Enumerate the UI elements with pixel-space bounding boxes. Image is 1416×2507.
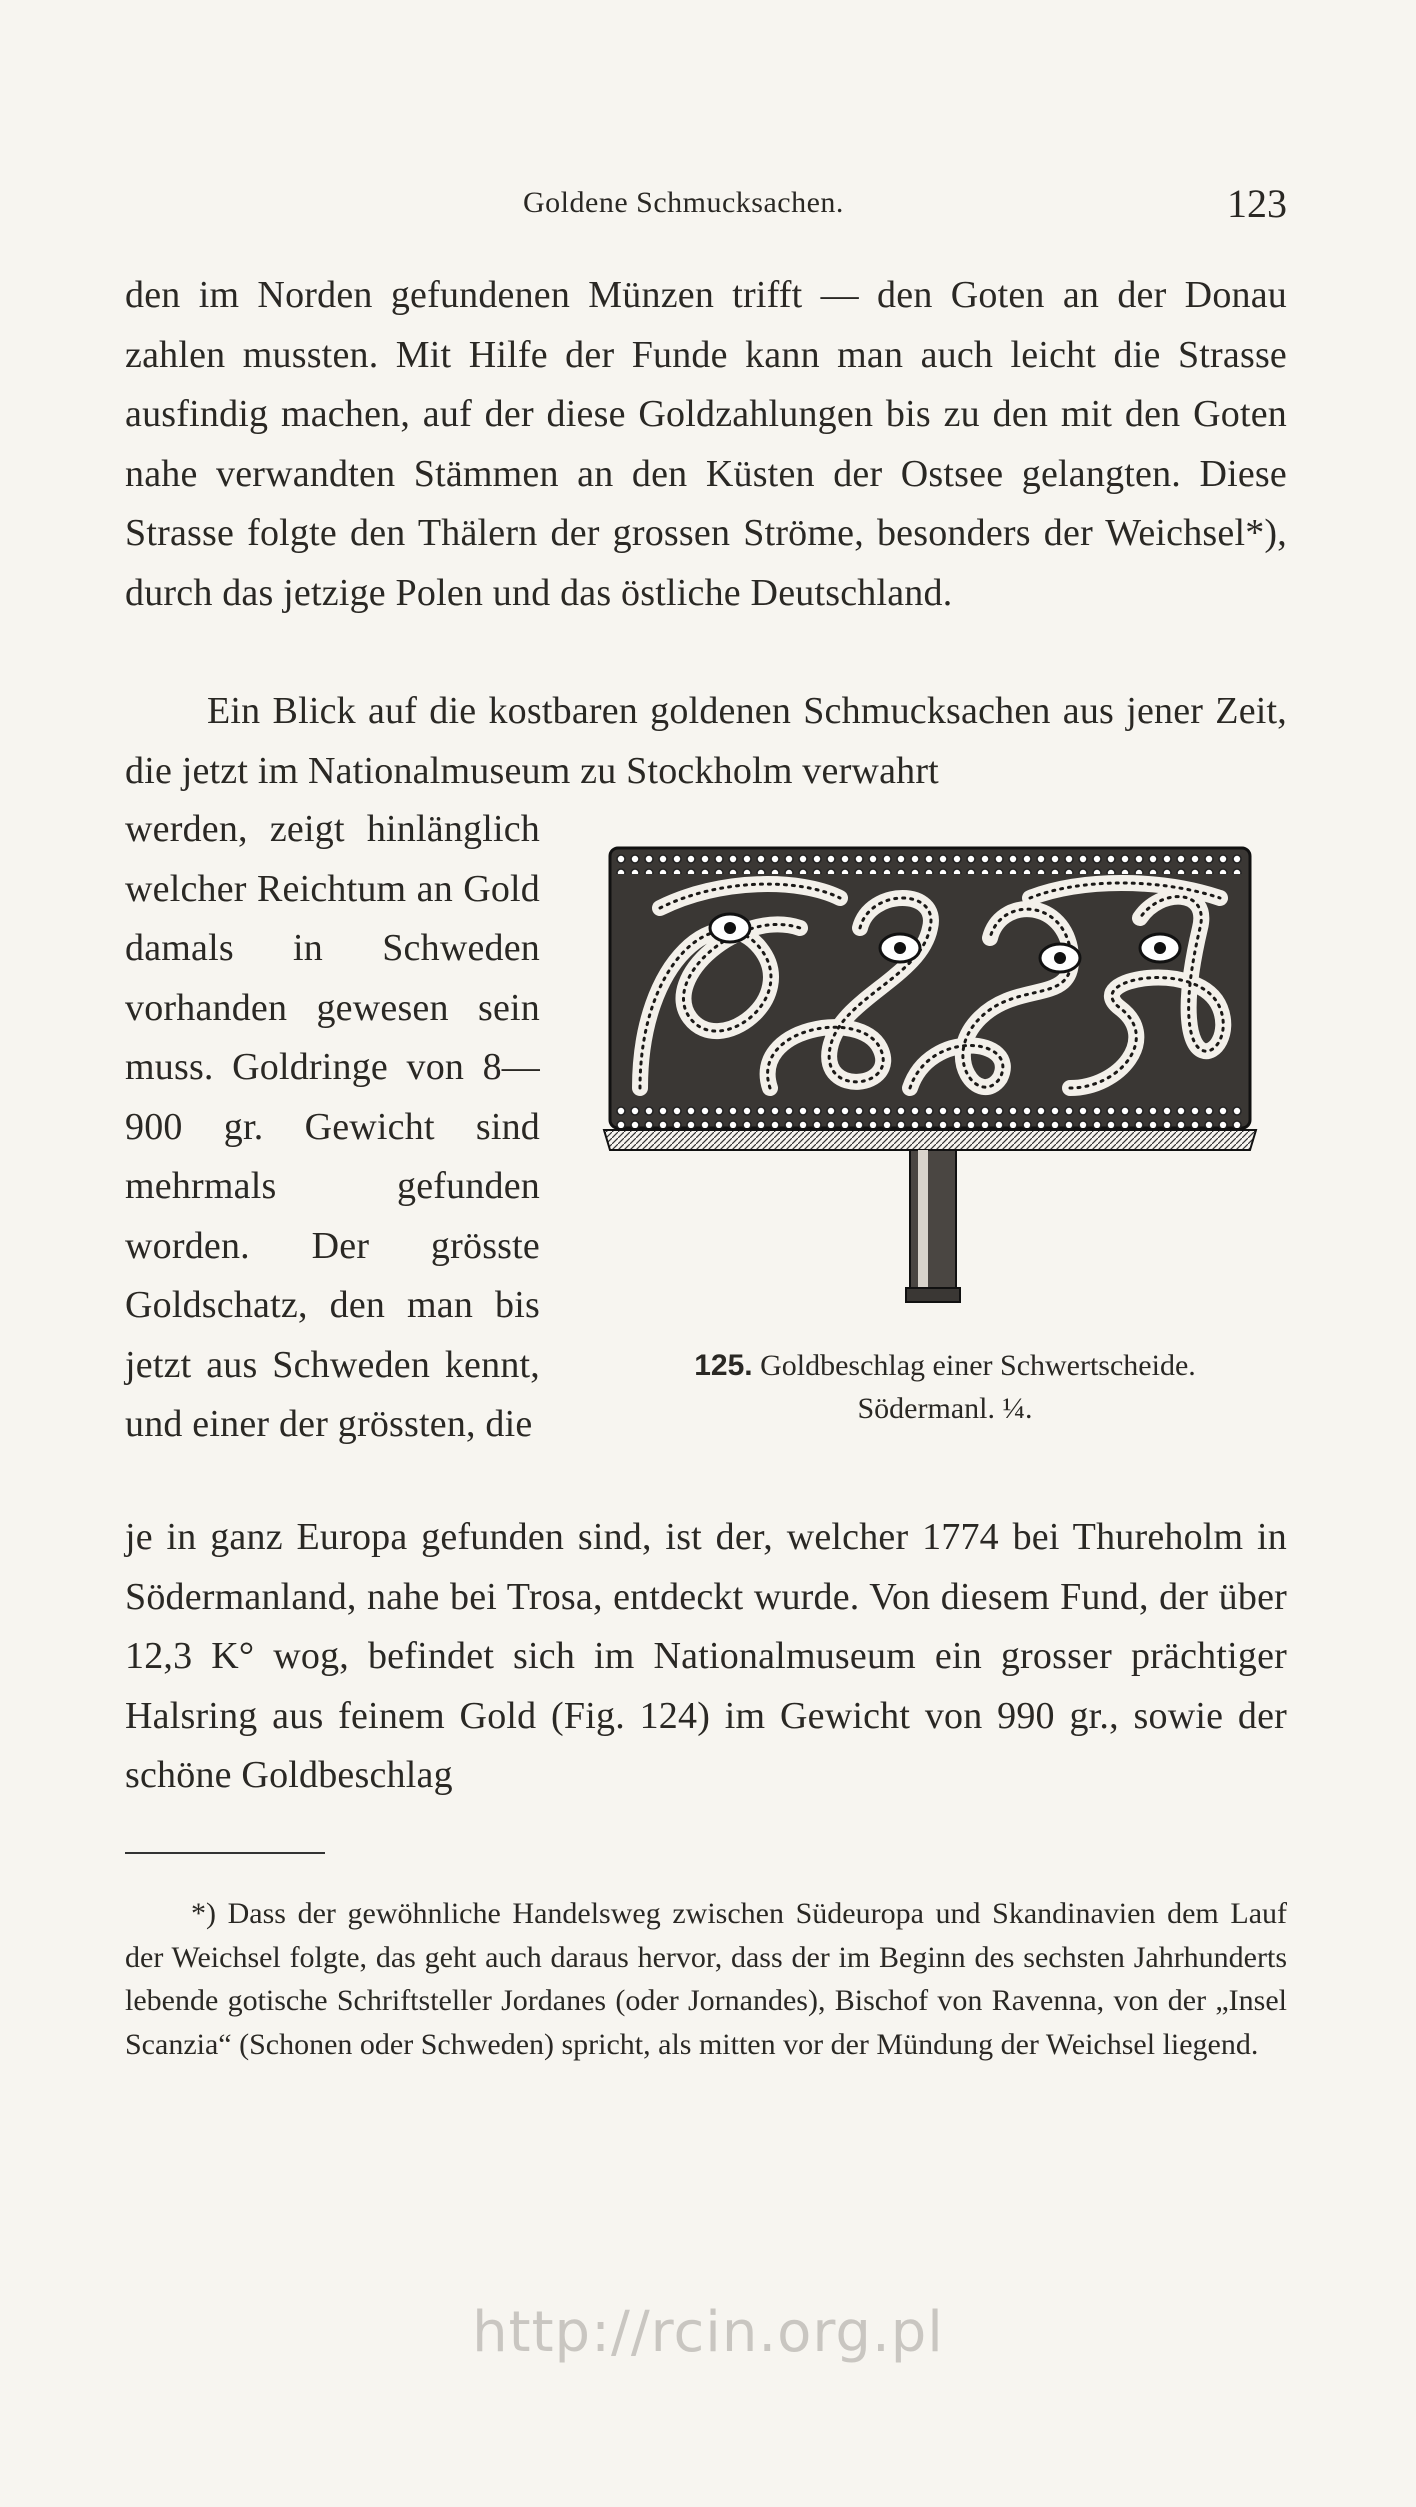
watermark: http://rcin.org.pl bbox=[472, 2300, 944, 2365]
figure-caption-text: Goldbeschlag einer Schwertscheide. bbox=[760, 1349, 1196, 1382]
figure-number: 125. bbox=[694, 1349, 753, 1382]
running-title: Goldene Schmucksachen. bbox=[523, 186, 844, 219]
figure-caption-line-1 bbox=[610, 1344, 1280, 1387]
figure-caption bbox=[610, 1344, 1280, 1430]
page-number: 123 bbox=[1227, 181, 1287, 226]
paragraph-1 bbox=[125, 266, 1287, 623]
figure-caption-line-2: Södermanl. ¼. bbox=[857, 1392, 1033, 1425]
paragraph-2-top-text: Ein Blick auf die kostbaren goldenen Schmucksachen aus jener Zeit, die jetzt im Nationalmuseum zu Stockholm verwahrt bbox=[125, 690, 1287, 792]
paragraph-2-wrap bbox=[125, 800, 540, 1455]
footnote-text: *) Dass der gewöhnliche Handelsweg zwischen Südeuropa und Skandinavien dem Lauf der Weichsel folgte, das geht auch daraus hervor, dass der im Beginn des sechsten Jahrhunderts lebende gotische Schriftsteller Jordanes (oder Jornandes), Bischof von Ravenna, von der „Insel Scanzia“ (Schonen oder Schweden) spricht, als mitten vor der Mündung der Weichsel liegend. bbox=[125, 1897, 1287, 2061]
paragraph-2-bottom-text: je in ganz Europa gefunden sind, ist der, welcher 1774 bei Thureholm in Södermanland, nahe bei Trosa, entdeckt wurde. Von diesem Fund, der über 12,3 K° wog, befindet sich im Nationalmuseum ein grosser prächtiger Halsring aus feinem Gold (Fig. 124) im Gewicht von 990 gr., sowie der schöne Goldbeschlag bbox=[125, 1516, 1287, 1796]
paragraph-2-top bbox=[125, 682, 1287, 801]
footnote bbox=[125, 1892, 1287, 2066]
figure-125 bbox=[600, 838, 1260, 1318]
footnote-rule bbox=[125, 1852, 325, 1854]
paragraph-1-text: den im Norden gefundenen Münzen trifft — den Goten an der Donau zahlen mussten. Mit Hilfe der Funde kann man auch leicht die Strasse ausfindig machen, auf der diese Goldzahlungen bis zu den mit den Goten nahe verwandten Stämmen an den Küsten der Ostsee gelangten. Diese Strasse folgte den Thälern der grossen Ströme, besonders der Weichsel*), durch das jetzige Polen und das östliche Deutschland. bbox=[125, 274, 1287, 614]
running-head bbox=[125, 180, 1287, 232]
paragraph-2-wrap-text: werden, zeigt hinlänglich welcher Reichtum an Gold damals in Schweden vorhanden gewesen sein muss. Goldringe von 8—900 gr. Gewicht sind mehrmals gefunden worden. Der grösste Goldschatz, den man bis jetzt aus Schweden kennt, und einer der grössten, die bbox=[125, 808, 540, 1445]
paragraph-2-bottom bbox=[125, 1508, 1287, 1806]
sword-sheath-mount-illustration bbox=[600, 838, 1260, 1318]
